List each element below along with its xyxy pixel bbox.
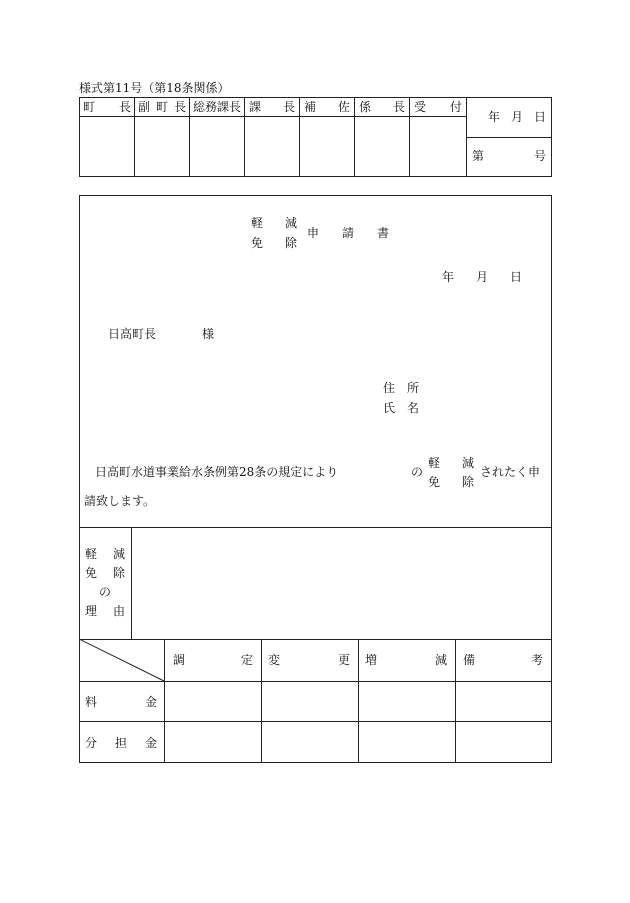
- table-row-line: [79, 721, 552, 722]
- addressee: 日高町長: [108, 327, 157, 341]
- reason-top-line: [79, 527, 552, 528]
- header-biko: 備 考: [463, 653, 543, 667]
- body-no: の: [411, 465, 424, 479]
- approval-divider: [189, 97, 190, 177]
- application-date: 年 月 日: [442, 270, 522, 284]
- body-keigen: 軽 減: [428, 456, 474, 470]
- approval-col-subsection-chief: 係 長: [359, 100, 405, 114]
- body-text-start: 日高町水道事業給水条例第28条の規定により: [95, 465, 339, 479]
- header-zogen: 増 減: [365, 653, 447, 667]
- form-id: 様式第11号（第18条関係）: [79, 81, 230, 95]
- address-label: 住 所: [383, 381, 419, 395]
- honorific: 様: [202, 327, 215, 341]
- approval-col-mayor: 町 長: [83, 100, 131, 114]
- title-keigen: 軽 減: [251, 216, 297, 230]
- reason-divider: [131, 527, 132, 639]
- approval-col-section-chief: 課 長: [249, 100, 295, 114]
- name-label: 氏 名: [383, 401, 419, 415]
- table-col-divider: [455, 639, 456, 763]
- row-label-ryokin: 料 金: [85, 695, 157, 709]
- body-text-line2: 請致します。: [84, 494, 156, 508]
- approval-divider: [354, 97, 355, 177]
- table-col-divider: [261, 639, 262, 763]
- body-menjo: 免 除: [428, 475, 474, 489]
- approval-divider: [134, 97, 135, 177]
- reason-label-line3: の: [99, 585, 112, 599]
- approval-divider: [244, 97, 245, 177]
- header-henko: 変 更: [268, 653, 350, 667]
- approval-date: 年 月 日: [488, 110, 546, 124]
- table-corner-diagonal: [79, 639, 165, 682]
- approval-col-reception: 受 付: [414, 100, 462, 114]
- reason-label-line4: 理 由: [85, 604, 125, 618]
- approval-divider: [299, 97, 300, 177]
- header-chotei: 調 定: [173, 653, 253, 667]
- approval-number: 第 号: [472, 149, 546, 163]
- approval-col-assistant: 補 佐: [304, 100, 350, 114]
- body-text-end: されたく申: [480, 465, 541, 479]
- reason-label-line2: 免 除: [85, 566, 125, 580]
- table-col-divider: [358, 639, 359, 763]
- title-shinseisho: 申 請 書: [307, 226, 389, 240]
- approval-col-deputy-mayor: 副 町 長: [138, 100, 186, 114]
- reason-label-line1: 軽 減: [85, 547, 125, 561]
- row-label-buntankin: 分 担 金: [85, 736, 157, 750]
- approval-date-divider: [466, 137, 552, 138]
- approval-divider: [409, 97, 410, 177]
- title-menjo: 免 除: [251, 236, 297, 250]
- approval-col-general-affairs: 総務課長: [193, 100, 242, 114]
